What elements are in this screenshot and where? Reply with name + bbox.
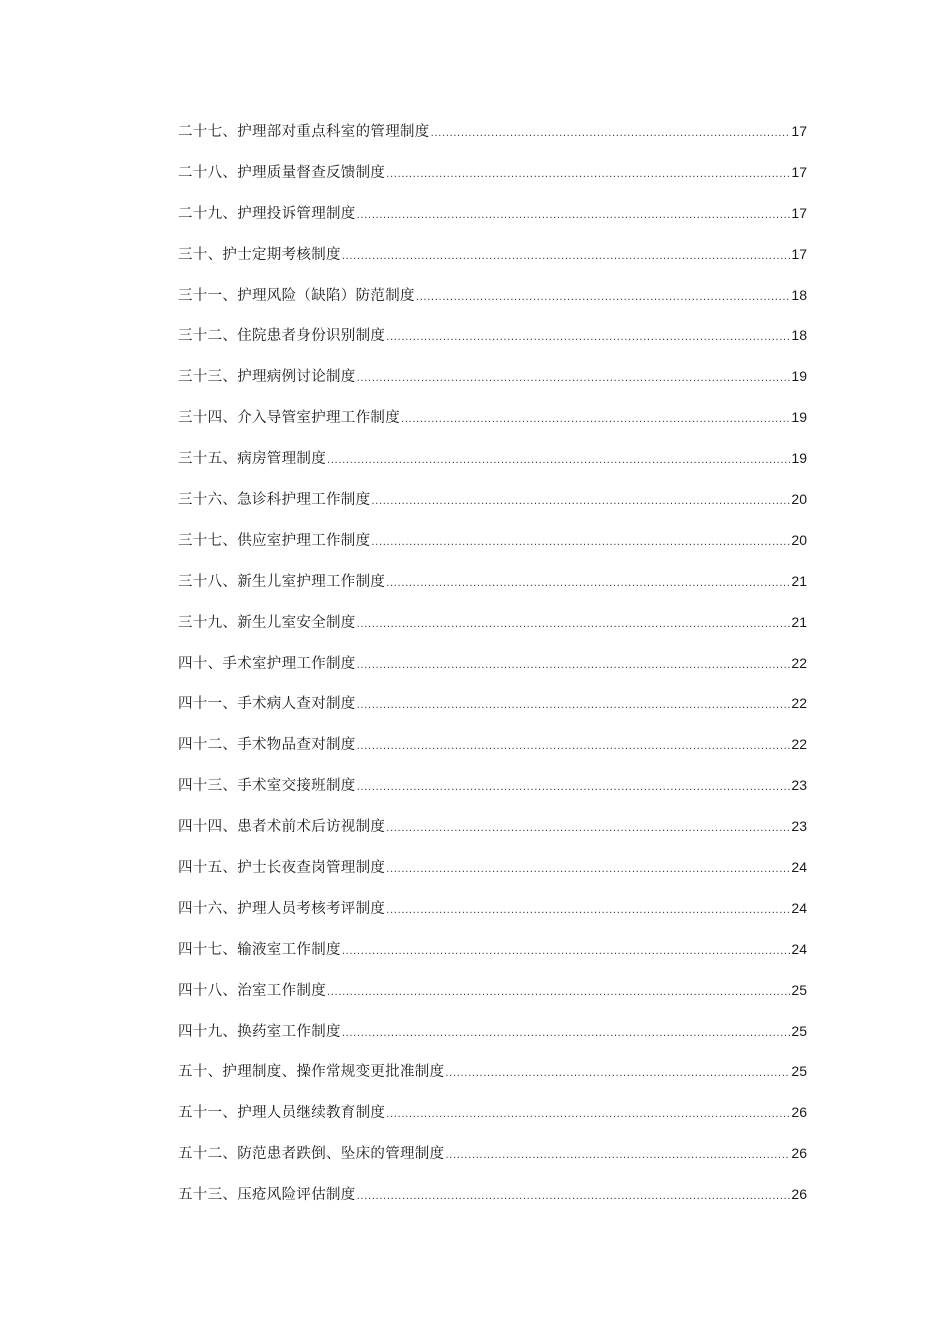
toc-entry-page-number: 25	[791, 981, 807, 998]
toc-entry-page-number: 21	[791, 613, 807, 630]
toc-entry[interactable]	[178, 202, 807, 243]
toc-entry[interactable]	[178, 161, 807, 202]
toc-dot-leader	[357, 695, 791, 717]
toc-entry[interactable]	[178, 1101, 807, 1142]
toc-entry-page-number: 23	[791, 777, 807, 794]
toc-dot-leader	[371, 491, 790, 513]
toc-entry[interactable]	[178, 1060, 807, 1101]
toc-entry-page-number: 22	[791, 654, 807, 671]
toc-dot-leader	[342, 1023, 791, 1045]
toc-dot-leader	[386, 573, 790, 595]
toc-entry[interactable]	[178, 284, 807, 325]
toc-entry[interactable]	[178, 815, 807, 856]
toc-entry-page-number: 17	[791, 123, 807, 139]
toc-entry-title: 三十四、介入导管室护理工作制度	[178, 410, 400, 427]
toc-dot-leader	[357, 614, 791, 636]
toc-entry-page-number: 23	[791, 818, 807, 835]
toc-entry-title: 五十、护理制度、操作常规变更批准制度	[178, 1064, 445, 1081]
toc-entry-page-number: 24	[791, 940, 807, 957]
toc-entry-title: 四十八、治室工作制度	[178, 982, 326, 999]
toc-entry[interactable]	[178, 570, 807, 611]
toc-entry[interactable]	[178, 324, 807, 365]
toc-dot-leader	[386, 1104, 790, 1126]
toc-entry-page-number: 21	[791, 572, 807, 589]
table-of-contents	[178, 120, 807, 1224]
toc-entry[interactable]	[178, 1142, 807, 1183]
toc-entry[interactable]	[178, 406, 807, 447]
toc-entry-title: 四十五、护士长夜查岗管理制度	[178, 860, 386, 877]
toc-entry[interactable]	[178, 733, 807, 774]
toc-dot-leader	[357, 368, 791, 390]
toc-entry[interactable]	[178, 652, 807, 693]
toc-entry-title: 三十二、住院患者身份识别制度	[178, 328, 386, 345]
toc-entry-title: 四十六、护理人员考核考评制度	[178, 900, 386, 917]
toc-dot-leader	[386, 164, 790, 186]
toc-entry-page-number: 24	[791, 899, 807, 916]
toc-entry-title: 三十六、急诊科护理工作制度	[178, 492, 371, 509]
toc-entry[interactable]	[178, 692, 807, 733]
toc-entry-page-number: 20	[791, 531, 807, 548]
toc-entry[interactable]	[178, 979, 807, 1020]
toc-entry-title: 五十一、护理人员继续教育制度	[178, 1105, 386, 1122]
toc-dot-leader	[386, 327, 790, 349]
toc-entry-title: 四十、手术室护理工作制度	[178, 655, 356, 672]
toc-entry-page-number: 25	[791, 1022, 807, 1039]
toc-dot-leader	[342, 941, 791, 963]
toc-dot-leader	[371, 532, 790, 554]
toc-entry-title: 二十八、护理质量督查反馈制度	[178, 164, 386, 181]
toc-dot-leader	[416, 287, 791, 309]
toc-dot-leader	[357, 655, 791, 677]
toc-entry-title: 三十九、新生儿室安全制度	[178, 614, 356, 631]
toc-dot-leader	[357, 777, 791, 799]
toc-entry[interactable]	[178, 488, 807, 529]
toc-entry[interactable]	[178, 897, 807, 938]
toc-entry[interactable]	[178, 120, 807, 161]
toc-entry-page-number: 26	[791, 1104, 807, 1121]
toc-entry[interactable]	[178, 529, 807, 570]
toc-dot-leader	[342, 246, 791, 268]
toc-dot-leader	[445, 1063, 790, 1085]
toc-dot-leader	[327, 982, 790, 1004]
toc-dot-leader	[357, 736, 791, 758]
toc-entry-page-number: 19	[791, 409, 807, 426]
toc-entry-page-number: 18	[791, 327, 807, 344]
toc-entry-page-number: 17	[791, 163, 807, 180]
toc-entry-title: 二十七、护理部对重点科室的管理制度	[178, 124, 430, 140]
toc-entry[interactable]	[178, 447, 807, 488]
toc-dot-leader	[327, 450, 790, 472]
toc-entry-title: 三十、护士定期考核制度	[178, 246, 341, 263]
toc-entry-title: 四十四、患者术前术后访视制度	[178, 819, 386, 836]
toc-entry-page-number: 18	[791, 286, 807, 303]
toc-entry[interactable]	[178, 938, 807, 979]
toc-entry-page-number: 20	[791, 491, 807, 508]
toc-entry-page-number: 19	[791, 368, 807, 385]
toc-entry[interactable]	[178, 365, 807, 406]
toc-entry-page-number: 17	[791, 204, 807, 221]
toc-entry-title: 五十二、防范患者跌倒、坠床的管理制度	[178, 1146, 445, 1163]
toc-dot-leader	[386, 900, 790, 922]
toc-entry-page-number: 22	[791, 695, 807, 712]
toc-dot-leader	[357, 1186, 791, 1208]
toc-entry-title: 四十三、手术室交接班制度	[178, 778, 356, 795]
toc-entry[interactable]	[178, 243, 807, 284]
toc-entry-title: 二十九、护理投诉管理制度	[178, 205, 356, 222]
toc-dot-leader	[445, 1145, 790, 1167]
toc-entry-page-number: 26	[791, 1186, 807, 1203]
toc-entry-title: 四十九、换药室工作制度	[178, 1023, 341, 1040]
toc-entry-title: 四十七、输液室工作制度	[178, 941, 341, 958]
toc-dot-leader	[431, 123, 791, 145]
toc-entry-page-number: 22	[791, 736, 807, 753]
toc-entry[interactable]	[178, 1183, 807, 1224]
toc-entry[interactable]	[178, 1020, 807, 1061]
toc-entry-title: 四十一、手术病人查对制度	[178, 696, 356, 713]
toc-entry-page-number: 17	[791, 245, 807, 262]
toc-entry-title: 三十七、供应室护理工作制度	[178, 532, 371, 549]
toc-entry-page-number: 26	[791, 1145, 807, 1162]
toc-dot-leader	[386, 818, 790, 840]
toc-dot-leader	[386, 859, 790, 881]
toc-entry-title: 四十二、手术物品查对制度	[178, 737, 356, 754]
toc-entry-title: 三十三、护理病例讨论制度	[178, 369, 356, 386]
toc-entry[interactable]	[178, 856, 807, 897]
toc-dot-leader	[401, 409, 790, 431]
toc-entry[interactable]	[178, 774, 807, 815]
toc-entry-title: 三十五、病房管理制度	[178, 451, 326, 468]
toc-entry-page-number: 25	[791, 1063, 807, 1080]
toc-entry-title: 三十一、护理风险（缺陷）防范制度	[178, 287, 415, 304]
toc-entry-page-number: 19	[791, 450, 807, 467]
toc-entry-title: 三十八、新生儿室护理工作制度	[178, 573, 386, 590]
toc-dot-leader	[357, 205, 791, 227]
toc-entry-page-number: 24	[791, 859, 807, 876]
toc-entry-title: 五十三、压疮风险评估制度	[178, 1187, 356, 1204]
toc-entry[interactable]	[178, 611, 807, 652]
